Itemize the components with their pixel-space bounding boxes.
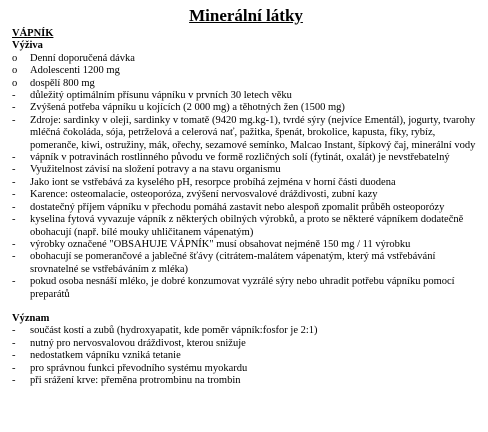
list-item-text: Jako iont se vstřebává za kyselého pH, resorpce probíhá zejména v horní části duodena	[30, 176, 396, 188]
bullet-marker: -	[12, 276, 16, 288]
bullet-marker: -	[12, 164, 16, 176]
list-item-text: Využitelnost závisí na složení potravy a na stavu organismu	[30, 164, 281, 176]
bullet-marker: -	[12, 251, 16, 263]
bullet-marker: -	[12, 189, 16, 201]
bullet-marker: -	[12, 362, 16, 374]
bullet-marker: -	[12, 90, 16, 102]
list-item-text: při srážení krve: přeměna protrombinu na trombin	[30, 374, 241, 386]
list-item-text: kyselina fytová vyvazuje vápník z některých obilných výrobků, a proto se některé vápníkem dodatečně obohacují (např. bílé mouky uhličitanem vápenatým)	[30, 214, 464, 238]
list-item	[12, 202, 480, 214]
list-item-text: pro správnou funkci převodního systému myokardu	[30, 362, 248, 374]
list-item	[12, 325, 480, 337]
list-item-text: důležitý optimálním přísunu vápníku v prvních 30 letech věku	[30, 90, 292, 102]
vyziva-list	[12, 53, 480, 301]
bullet-marker: o	[12, 65, 18, 77]
list-item	[12, 363, 480, 375]
bullet-marker: -	[12, 238, 16, 250]
subheading-vyznam: Význam	[12, 312, 50, 324]
list-item	[12, 350, 480, 362]
list-item-text: pokud osoba nesnáší mléko, je dobré konzumovat vyzrálé sýry nebo uhradit potřebu vápníku pomocí preparátů	[30, 276, 455, 300]
list-item	[12, 152, 480, 164]
bullet-marker: o	[12, 52, 18, 64]
list-item	[12, 375, 480, 387]
section-spacer	[12, 301, 480, 313]
bullet-marker: -	[12, 350, 16, 362]
bullet-marker: -	[12, 337, 16, 349]
list-item-text: vápník v potravinách rostlinného původu ve formě rozličných solí (fytinát, oxalát) je nevstřebatelný	[30, 152, 450, 164]
list-item	[12, 214, 480, 239]
vyznam-list	[12, 325, 480, 387]
bullet-marker: -	[12, 152, 16, 164]
list-item-text: nedostatkem vápníku vzniká tetanie	[30, 350, 181, 362]
list-item	[12, 338, 480, 350]
bullet-marker: o	[12, 77, 18, 89]
list-item	[12, 78, 480, 90]
list-item-text: nutný pro nervosvalovou dráždivost, kterou snižuje	[30, 337, 246, 349]
list-item-text: obohacují se pomerančové a jablečné šťávy (citrátem-malátem vápenatým, který má vstřebávání srovnatelné se vstřebáváním z mléka)	[30, 251, 436, 275]
bullet-marker: -	[12, 374, 16, 386]
list-item	[12, 189, 480, 201]
list-item	[12, 276, 480, 301]
list-item-text: výrobky označené "OBSAHUJE VÁPNÍK" musí obsahovat nejméně 150 mg / 11 výrobku	[30, 238, 411, 250]
list-item-text: Denní doporučená dávka	[30, 52, 135, 64]
list-item	[12, 53, 480, 65]
list-item-text: dospělí 800 mg	[30, 77, 95, 89]
page-title: Minerální látky	[189, 6, 303, 25]
list-item	[12, 164, 480, 176]
list-item	[12, 65, 480, 77]
bullet-marker: -	[12, 102, 16, 114]
list-item	[12, 239, 480, 251]
bullet-marker: -	[12, 325, 16, 337]
bullet-marker: -	[12, 201, 16, 213]
list-item-text: Zdroje: sardinky v oleji, sardinky v tomatě (9420 mg.kg-1), tvrdé sýry (nejvíce Ementál), jogurty, tvarohy mléčná čokoláda, sója, petrželová a celerová nať, pažitka, špenát, brokolice, kapusta, fíky, rybíz, pomeranče, kiwi, ostružiny, mák, ořechy, sezamové semínko, Malcao Instant, šípkový čaj, minerální vody	[30, 114, 476, 151]
list-item	[12, 251, 480, 276]
list-item-text: Zvýšená potřeba vápníku u kojících (2 000 mg) a těhotných žen (1500 mg)	[30, 102, 345, 114]
list-item	[12, 115, 480, 152]
list-item-text: Karence: osteomalacie, osteoporóza, zvýšení nervosvalové dráždivosti, zubní kazy	[30, 189, 378, 201]
list-item-text: součást kostí a zubů (hydroxyapatit, kde poměr vápník:fosfor je 2:1)	[30, 325, 318, 337]
bullet-marker: -	[12, 214, 16, 226]
list-item	[12, 90, 480, 102]
subheading-vyziva: Výživa	[12, 40, 43, 52]
list-item-text: Adolescenti 1200 mg	[30, 65, 120, 77]
list-item-text: dostatečný příjem vápníku v přechodu pomáhá zastavit nebo alespoň zpomalit průběh osteoporózy	[30, 201, 445, 213]
list-item	[12, 177, 480, 189]
bullet-marker: -	[12, 176, 16, 188]
section-heading-vapnik: VÁPNÍK	[12, 28, 54, 39]
bullet-marker: -	[12, 114, 16, 126]
list-item	[12, 102, 480, 114]
